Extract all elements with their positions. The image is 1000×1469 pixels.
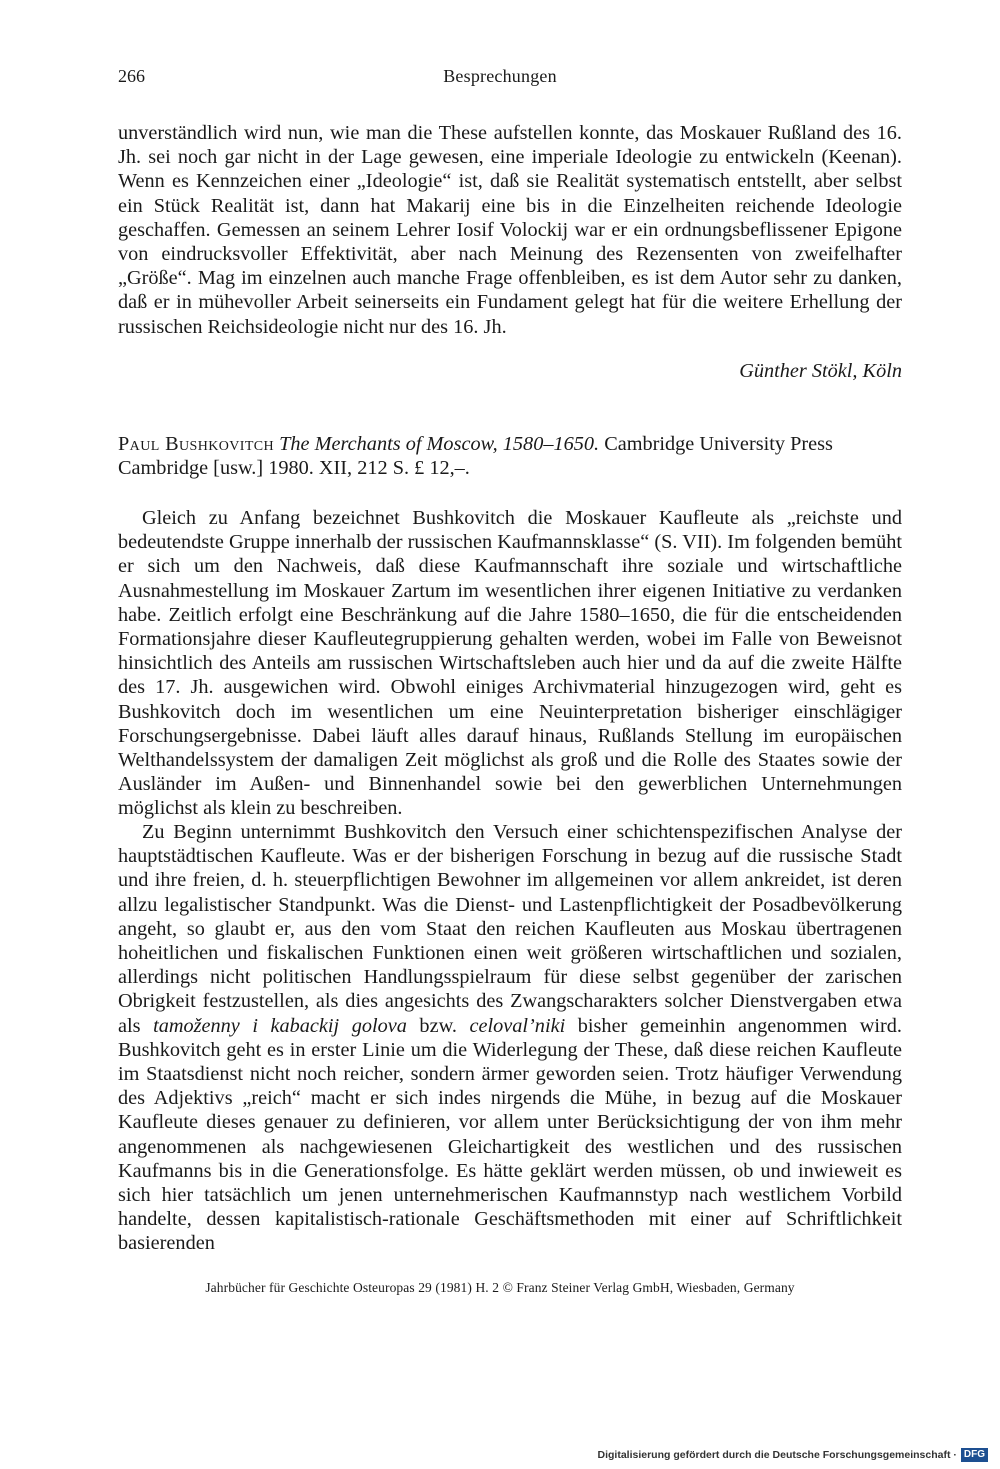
digitization-note: Digitalisierung gefördert durch die Deutsche Forschungsgemeinschaft · [597, 1449, 957, 1461]
review2-paragraph-2 [118, 820, 902, 1256]
paragraph-2-text-b: bzw. [406, 1014, 470, 1037]
running-head: Besprechungen [443, 66, 557, 86]
reviewer-signature: Günther Stökl, Köln [739, 360, 902, 382]
paragraph-2-text-c: bisher gemeinhin angenommen wird. Bushkovitch geht es in erster Linie um die Widerlegung der These, daß diese reichen Kaufleute im Staatsdienst nicht noch reicher, sondern ärmer geworden seien. Trotz häufiger Verwendung des Adjektivs „reich“ macht er sich indes nirgends die Mühe, in bezug auf die Moskauer Kaufleute dieses genauer zu definieren, vor allem unter Berücksichtigung der von ihm mehr angenommenen als nachgewiesenen Gleichartigkeit des westlichen und des russischen Kaufmanns bis in die Generationsfolge. Es hätte geklärt werden müssen, ob und inwieweit es sich hier tatsächlich um jenen unternehmerischen Kaufmannstyp nach westlichem Vorbild handelte, dessen kapitalistisch-rationale Geschäftsmethoden mit einer auf Schriftlichkeit basierenden [118, 1014, 903, 1255]
paragraph-2-text-a: Zu Beginn unternimmt Bushkovitch den Versuch einer schichtenspezifischen Analyse der hauptstädtischen Kaufleute. Was er der bisherigen Forschung in bezug auf die russische Stadt und ihre freien, d. h. steuerpflichtigen Bewohner im allgemeinen vor allem ankreidet, ist deren allzu legalistischer Standpunkt. Was die Dienst- und Lastenpflichtigkeit der Posadbevölkerung angeht, so glaubt er, aus den vom Staat den reichen Kaufleuten aus Moskau übertragenen hoheitlichen und fiskalischen Funktionen einen weit größeren wirtschaftlichen und sozialen, allerdings nicht politischen Handlungsspielraum für diese selbst gegenüber der zarischen Obrigkeit festzustellen, als dies angesichts des Zwangscharakters solcher Dienstvergaben etwa als [118, 821, 902, 1037]
book-reference [118, 432, 902, 480]
term-celovalniki: celoval’niki [469, 1014, 566, 1037]
term-tamozhennyj: tamoženny i kabackij golova [153, 1014, 407, 1037]
review1-paragraph: unverständlich wird nun, wie man die These aufstellen konnte, das Moskauer Rußland des 16. Jh. sei noch gar nicht in der Lage gewesen, eine imperiale Ideologie zu entwickeln (Keenan). Wenn es Kennzeichen einer „Ideologie“ ist, daß sie Realität systematisch entstellt, aber selbst ein Stück Realität ist, dann hat Makarij eine bis in die Einzelheiten reichende Ideologie geschaffen. Gemessen an seinem Lehrer Iosif Volockij war er ein ordnungsbeflissener Epigone von eindrucksvoller Effektivität, aber nach Meinung des Rezensenten von zweifelhafter „Größe“. Mag im einzelnen auch manche Frage offenbleiben, es ist dem Autor sehr zu danken, daß er in mühevoller Arbeit seinerseits ein Fundament gelegt hat für die weitere Erhellung der russischen Reichsideologie nicht nur des 16. Jh. [118, 122, 902, 338]
journal-footer: Jahrbücher für Geschichte Osteuropas 29 (1981) H. 2 © Franz Steiner Verlag GmbH, Wiesbaden, Germany [205, 1280, 795, 1295]
page-number: 266 [118, 66, 145, 86]
book-author: Paul Bushkovitch [118, 433, 275, 455]
book-publication: Cambridge University Press Cambridge [usw.] 1980. XII, 212 S. £ 12,–. [118, 433, 833, 480]
book-title: The Merchants of Moscow, 1580–1650. [279, 433, 600, 455]
digitization-banner [598, 1448, 989, 1462]
dfg-logo-icon: DFG [961, 1448, 988, 1462]
review2-paragraph-1: Gleich zu Anfang bezeichnet Bushkovitch die Moskauer Kaufleute als „reichste und bedeutendste Gruppe innerhalb der russischen Kaufmannsklasse“ (S. VII). Im folgenden bemüht er sich um den Nachweis, daß diese Kaufmannschaft ihre soziale und wirtschaftliche Ausnahmestellung im Moskauer Zartum im wesentlichen ihrer eigenen Initiative zu verdanken habe. Zeitlich erfolgt eine Beschränkung auf die Jahre 1580–1650, die für die entscheidenden Formationsjahre dieser Kaufleutegruppierung gehalten werden, wobei im Falle von Beweisnot hinsichtlich des Anteils am russischen Wirtschaftsleben auch hier und da auf die zweite Hälfte des 17. Jh. ausgewichen wird. Obwohl einiges Archivmaterial hinzugezogen wird, geht es Bushkovitch doch im wesentlichen um eine Neuinterpretation bisheriger einschlägiger Forschungsergebnisse. Dabei läuft alles darauf hinaus, Rußlands Stellung im europäischen Welthandelssystem der damaligen Zeit möglichst als groß und die Rolle des Staates sowie der Ausländer im Außen- und Binnenhandel sowie bei den gewerblichen Unternehmungen möglichst als klein zu beschreiben. [118, 507, 902, 820]
